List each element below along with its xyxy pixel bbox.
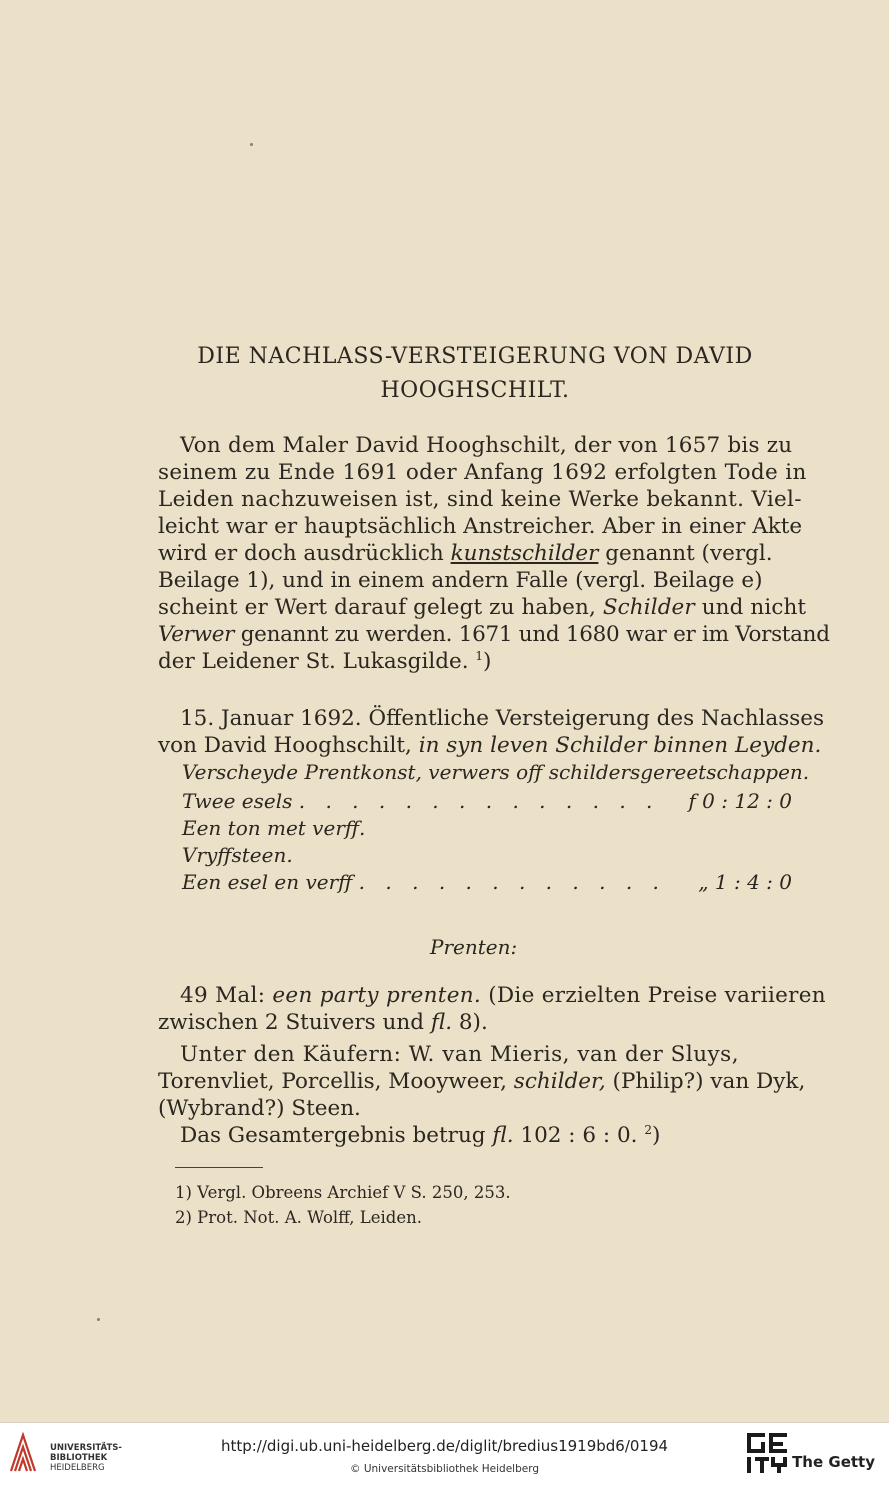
text-line: Beilage 1), und in einem andern Falle (vergl. Beilage e)	[158, 568, 763, 593]
text-line: Unter den Käufern: W. van Mieris, van der Sluys,	[180, 1042, 740, 1067]
entry-price: „ 1 : 4 : 0	[698, 870, 792, 894]
page-title	[160, 340, 790, 408]
paper-speck	[250, 143, 253, 146]
text-line: 49 Mal: een party prenten. (Die erzielten Preise variieren	[180, 983, 826, 1008]
text-line: Von dem Maler David Hooghschilt, der von 1657 bis zu	[180, 433, 793, 458]
text-line: wird er doch ausdrücklich kunstschilder genannt (vergl.	[158, 541, 773, 566]
getty-name: The Getty	[792, 1453, 875, 1471]
text-line: Verscheyde Prentkonst, verwers off schildersgereetschappen.	[182, 760, 810, 784]
text-line: leicht war er hauptsächlich Anstreicher. Aber in einer Akte	[158, 514, 803, 539]
text-line: der Leidener St. Lukasgilde. $^1$)	[158, 649, 492, 674]
list-item	[182, 816, 792, 840]
entry-label: Een ton met verff.	[182, 816, 366, 840]
entry-label: Vryffsteen.	[182, 843, 293, 867]
leader-dots: . . . . . . . . . . . .	[358, 870, 666, 894]
text-line: von David Hooghschilt, in syn leven Schilder binnen Leyden.	[158, 733, 822, 758]
list-item	[182, 870, 792, 894]
footnote-ref: 2	[644, 1123, 652, 1137]
text-line: 15. Januar 1692. Öffentliche Versteigerung des Nachlasses	[180, 706, 825, 731]
title-line-2: HOOGHSCHILT.	[380, 378, 570, 403]
getty-logo-icon[interactable]	[745, 1431, 789, 1479]
list-item	[182, 789, 792, 813]
title-line-1: DIE NACHLASS-VERSTEIGERUNG VON DAVID	[197, 344, 753, 369]
paper-speck	[97, 1318, 100, 1321]
text-line: seinem zu Ende 1691 oder Anfang 1692 erfolgten Tode in	[158, 460, 807, 485]
leader-dots: . . . . . . . . . . . . . .	[298, 789, 660, 813]
text-line: (Wybrand?) Steen.	[158, 1096, 361, 1121]
emphasis-schilder: Schilder	[602, 595, 695, 620]
footnote: 1) Vergl. Obreens Archief V S. 250, 253.	[175, 1183, 511, 1202]
viewer-footer	[0, 1422, 889, 1486]
list-item	[182, 843, 792, 867]
footnote-ref: 1	[475, 649, 484, 663]
copyright-notice: © Universitätsbibliothek Heidelberg	[349, 1463, 539, 1475]
permalink-url[interactable]: http://digi.ub.uni-heidelberg.de/diglit/bredius1919bd6/0194	[220, 1437, 669, 1455]
entry-price: f 0 : 12 : 0	[688, 789, 792, 813]
text-line: Das Gesamtergebnis betrug fl. 102 : 6 : 0. $^2$)	[180, 1123, 661, 1148]
text-line: Verwer genannt zu werden. 1671 und 1680 war er im Vorstand	[158, 622, 830, 647]
footnote: 2) Prot. Not. A. Wolff, Leiden.	[175, 1208, 422, 1227]
section-heading: Prenten:	[430, 935, 518, 959]
entry-label: Twee esels	[182, 789, 293, 813]
entry-label: Een esel en verff	[182, 870, 353, 894]
emphasis-quote: in syn leven Schilder binnen Leyden.	[418, 733, 822, 758]
text-line: Leiden nachzuweisen ist, sind keine Werke bekannt. Viel-	[158, 487, 802, 512]
footnote-divider	[175, 1167, 263, 1168]
text-line: Torenvliet, Porcellis, Mooyweer, schilder, (Philip?) van Dyk,	[158, 1069, 806, 1094]
emphasis-verwer: Verwer	[158, 622, 235, 647]
emphasis-kunstschilder: kunstschilder	[450, 541, 599, 566]
text-line: scheint er Wert darauf gelegt zu haben, Schilder und nicht	[158, 595, 807, 620]
text-line: zwischen 2 Stuivers und fl. 8).	[158, 1010, 488, 1035]
library-name: UNIVERSITÄTS- BIBLIOTHEK HEIDELBERG	[50, 1443, 122, 1473]
